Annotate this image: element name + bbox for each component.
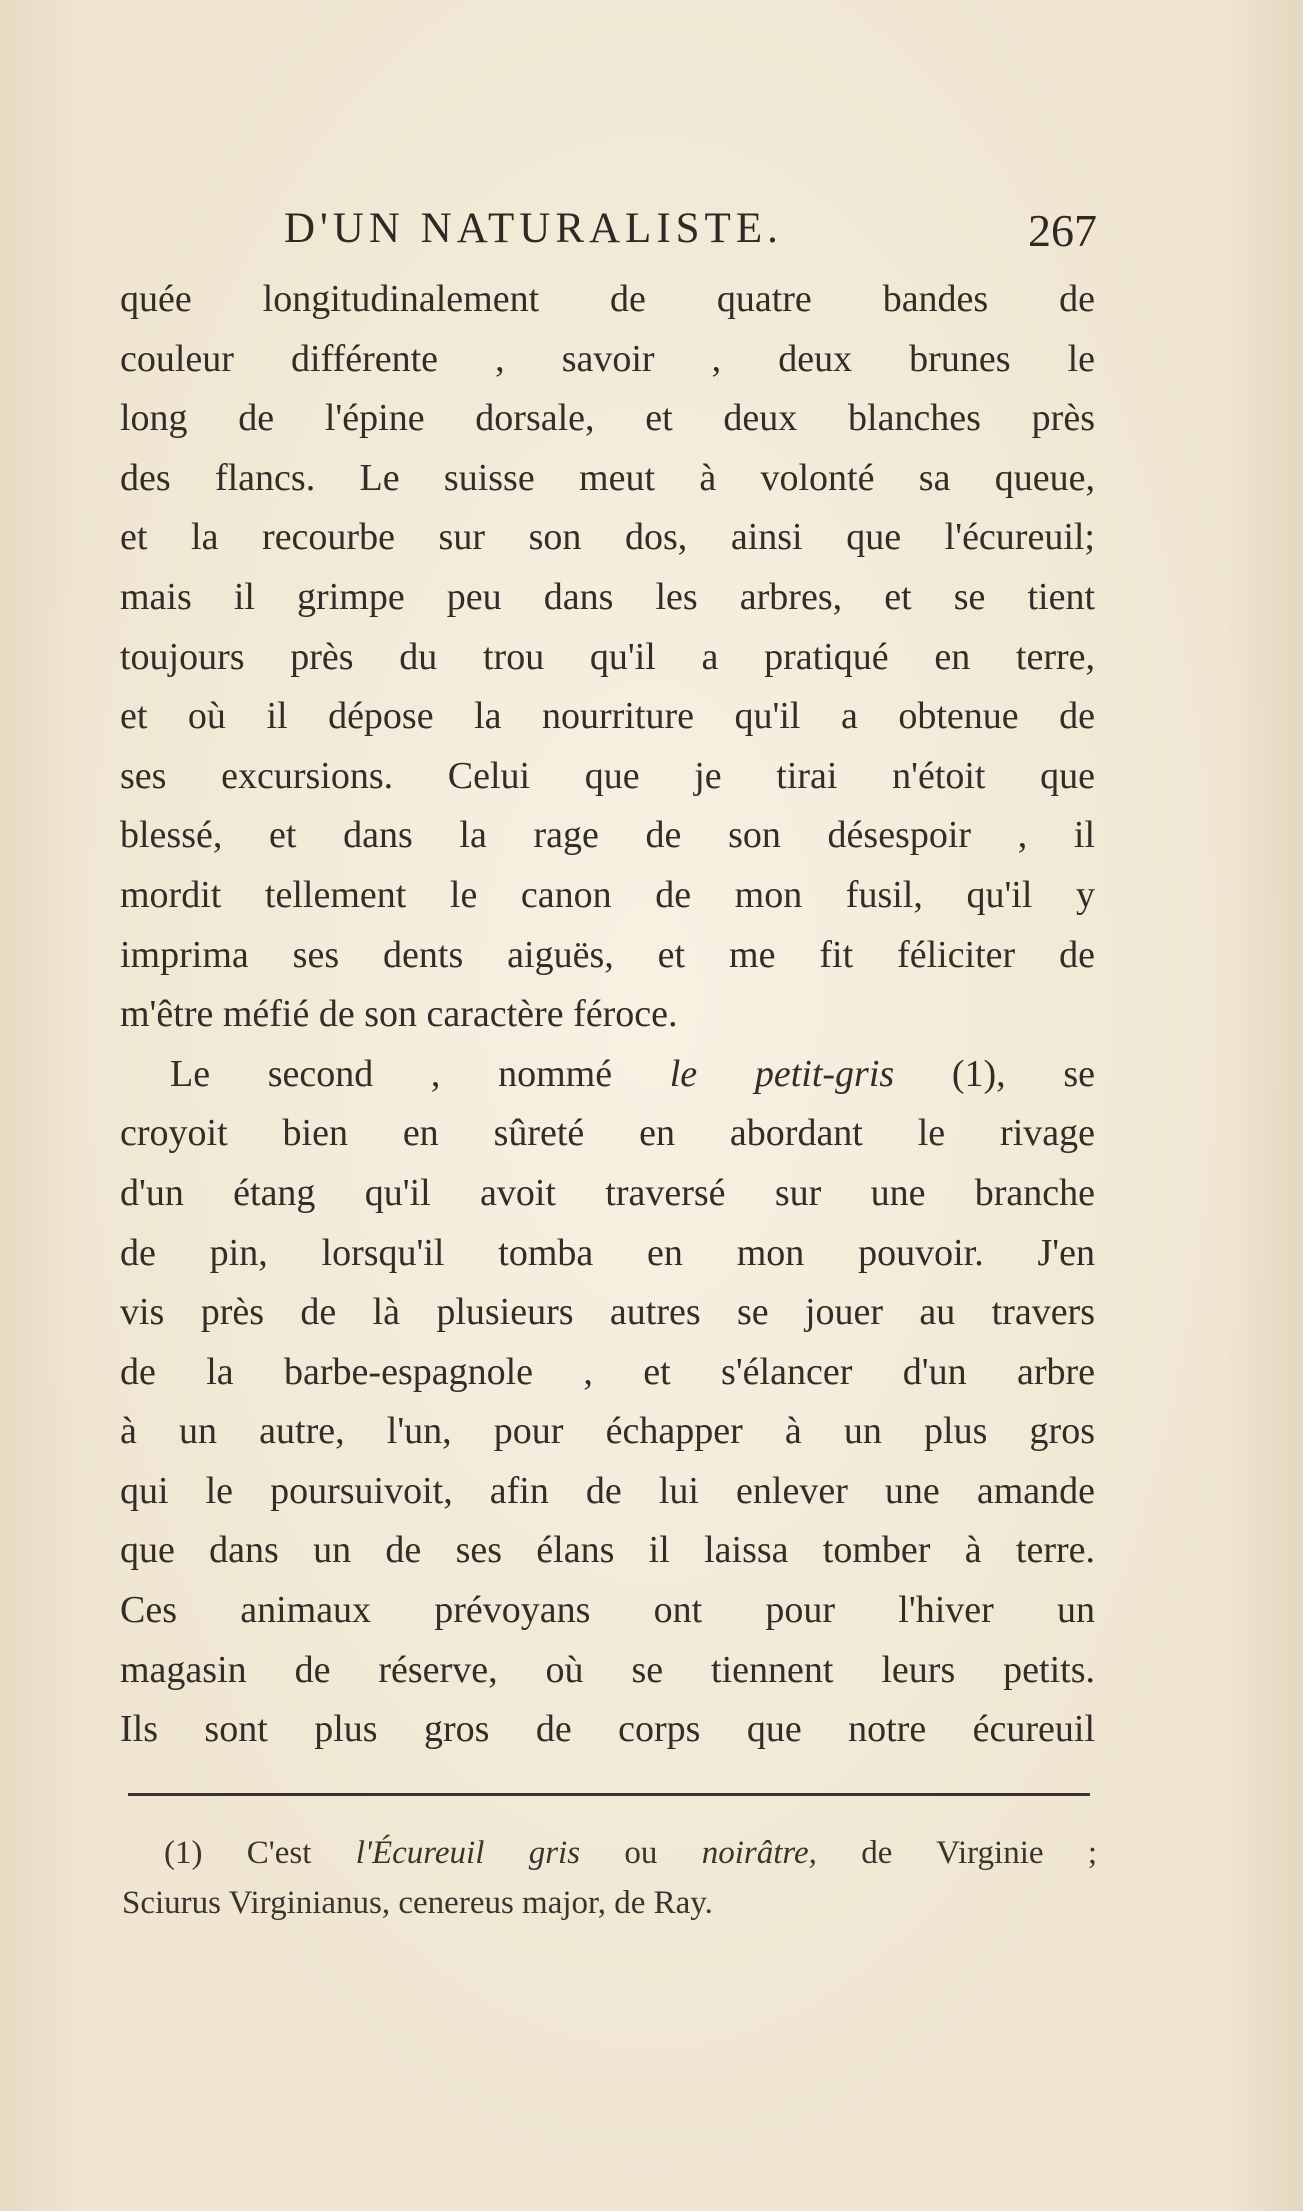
text-line: que dans un de ses élans il laissa tomber à terre. [120, 1529, 1095, 1572]
footnote-line [122, 1828, 1097, 1878]
text-line: de la barbe-espagnole , et s'élancer d'un arbre [120, 1350, 1095, 1393]
text-line: toujours près du trou qu'il a pratiqué en terre, [120, 635, 1095, 678]
italic-term: le petit-gris [669, 1052, 895, 1095]
text-line: à un autre, l'un, pour échapper à un plus gros [120, 1410, 1095, 1453]
text-line: et la recourbe sur son dos, ainsi que l'écureuil; [120, 516, 1095, 559]
text-line: imprima ses dents aiguës, et me fit féliciter de [120, 933, 1095, 976]
text-segment: de Virginie ; [816, 1835, 1098, 1871]
body-text [120, 270, 1095, 1760]
text-line: couleur différente , savoir , deux brunes le [120, 337, 1095, 380]
text-line: blessé, et dans la rage de son désespoir , il [120, 814, 1095, 857]
text-line: vis près de là plusieurs autres se jouer au travers [120, 1291, 1095, 1334]
footnote-italic-term: noirâtre, [701, 1835, 817, 1871]
paragraph-2-first-line [120, 1045, 1095, 1105]
footnote-line: Sciurus Virginianus, cenereus major, de Ray. [122, 1885, 713, 1921]
footnote-reference: (1), se [894, 1052, 1095, 1095]
text-line: croyoit bien en sûreté en abordant le rivage [120, 1112, 1095, 1155]
text-segment: Le second , nommé [170, 1052, 670, 1095]
footnote-marker: (1) C'est [164, 1835, 356, 1871]
text-line: Ils sont plus gros de corps que notre écureuil [120, 1708, 1095, 1751]
footnote [122, 1828, 1097, 1928]
text-line: et où il dépose la nourriture qu'il a obtenue de [120, 695, 1095, 738]
text-line: Ces animaux prévoyans ont pour l'hiver un [120, 1589, 1095, 1632]
text-line: ses excursions. Celui que je tirai n'étoit que [120, 754, 1095, 797]
page-header [122, 204, 1097, 260]
page-number: 267 [1028, 205, 1097, 256]
text-line: long de l'épine dorsale, et deux blanches près [120, 397, 1095, 440]
text-line: magasin de réserve, où se tiennent leurs petits. [120, 1648, 1095, 1691]
footnote-italic-term: l'Écureuil gris [355, 1835, 581, 1871]
text-line: d'un étang qu'il avoit traversé sur une branche [120, 1171, 1095, 1214]
text-line: quée longitudinalement de quatre bandes de [120, 278, 1095, 320]
text-line: des flancs. Le suisse meut à volonté sa queue, [120, 456, 1095, 499]
text-line: mais il grimpe peu dans les arbres, et se tient [120, 575, 1095, 618]
text-line: de pin, lorsqu'il tomba en mon pouvoir. J'en [120, 1231, 1095, 1274]
footnote-rule [128, 1793, 1090, 1796]
text-line: qui le poursuivoit, afin de lui enlever une amande [120, 1469, 1095, 1512]
text-line: mordit tellement le canon de mon fusil, qu'il y [120, 873, 1095, 916]
running-title: D'UN NATURALISTE. [284, 205, 783, 252]
text-line: m'être méfié de son caractère féroce. [120, 993, 678, 1036]
text-segment: ou [580, 1835, 702, 1871]
